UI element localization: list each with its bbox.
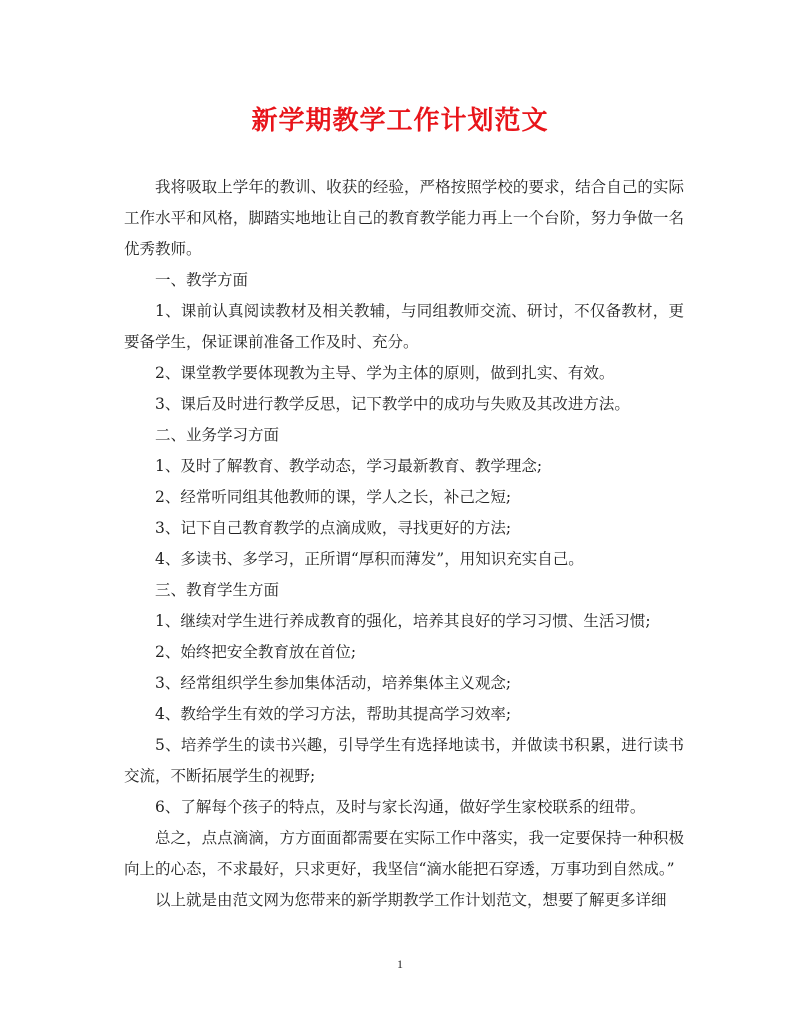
list-item: 4、教给学生有效的学习方法，帮助其提高学习效率;	[155, 705, 512, 723]
document-title: 新学期教学工作计划范文	[251, 106, 549, 136]
list-item: 5、培养学生的读书兴趣，引导学生有选择地读书，并做读书积累，进行读书交流，不断拓展学生的视野;	[124, 736, 684, 785]
paragraph-summary: 总之，点点滴滴，方方面面都需要在实际工作中落实，我一定要保持一种积极向上的心态，不求最好，只求更好，我坚信“滴水能把石穿透，万事功到自然成。”	[124, 829, 684, 878]
list-item: 6、了解每个孩子的特点，及时与家长沟通，做好学生家校联系的纽带。	[155, 798, 646, 816]
paragraph-closing: 以上就是由范文网为您带来的新学期教学工作计划范文，想要了解更多详细	[155, 891, 667, 909]
list-item: 1、及时了解教育、教学动态，学习最新教育、教学理念;	[155, 457, 543, 475]
section-heading-students: 三、教育学生方面	[155, 581, 280, 599]
list-item: 2、始终把安全教育放在首位;	[155, 643, 357, 661]
page-number: 1	[397, 957, 403, 971]
list-item: 2、经常听同组其他教师的课，学人之长，补己之短;	[155, 488, 512, 506]
list-item: 3、记下自己教育教学的点滴成败，寻找更好的方法;	[155, 519, 512, 537]
section-heading-study: 二、业务学习方面	[155, 426, 280, 444]
paragraph-intro: 我将吸取上学年的教训、收获的经验，严格按照学校的要求，结合自己的实际工作水平和风格，脚踏实地地让自己的教育教学能力再上一个台阶，努力争做一名优秀教师。	[124, 178, 684, 258]
list-item: 1、课前认真阅读教材及相关教辅，与同组教师交流、研讨，不仅备教材，更要备学生，保证课前准备工作及时、充分。	[124, 302, 684, 351]
document-body	[124, 172, 684, 916]
section-heading-teaching: 一、教学方面	[155, 271, 249, 289]
list-item: 3、课后及时进行教学反思，记下教学中的成功与失败及其改进方法。	[155, 395, 630, 413]
list-item: 2、课堂教学要体现教为主导、学为主体的原则，做到扎实、有效。	[155, 364, 615, 382]
list-item: 3、经常组织学生参加集体活动，培养集体主义观念;	[155, 674, 512, 692]
list-item: 1、继续对学生进行养成教育的强化，培养其良好的学习习惯、生活习惯;	[155, 612, 651, 630]
list-item: 4、多读书、多学习，正所谓“厚积而薄发”，用知识充实自己。	[155, 550, 584, 568]
